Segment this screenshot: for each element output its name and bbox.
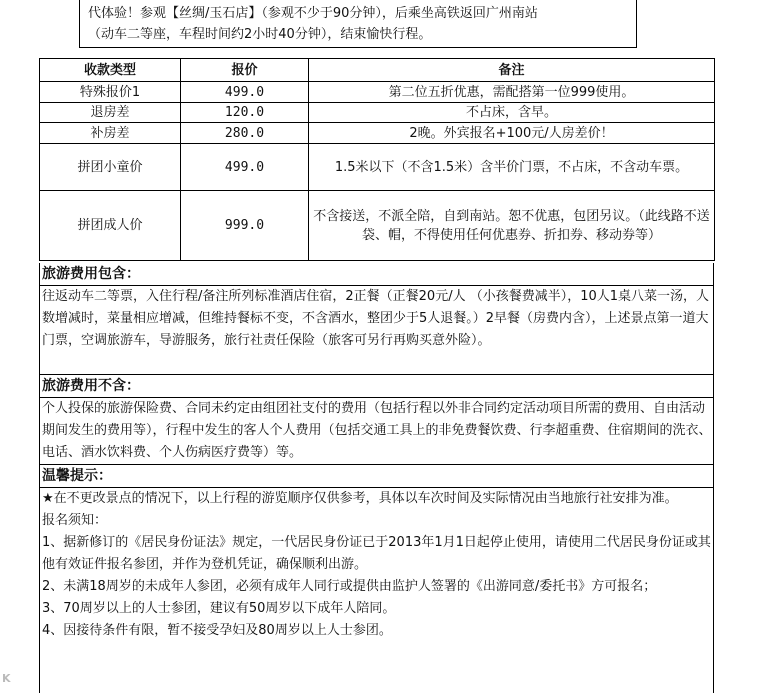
price-table: [39, 58, 715, 261]
intro-line-1: 代体验！参观【丝绸/玉石店】（参观不少于90分钟），后乘坐高铁返回广州南站: [88, 6, 538, 21]
row-note: 2晚。外宾报名+100元/人房差价！: [309, 123, 715, 144]
table-row: [40, 103, 715, 123]
row-price: 499.0: [181, 144, 309, 191]
included-heading: 旅游费用包含：: [40, 263, 713, 286]
watermark-logo: K: [2, 672, 11, 685]
header-price: 报价: [181, 59, 309, 82]
table-row: [40, 191, 715, 261]
itinerary-intro: [79, 0, 637, 48]
row-note: 不占床，含早。: [309, 103, 715, 123]
excluded-heading: 旅游费用不含：: [40, 375, 713, 398]
row-note: 第二位五折优惠，需配搭第一位999使用。: [309, 82, 715, 103]
tips-section: [39, 465, 714, 693]
header-note: 备注: [309, 59, 715, 82]
row-type: 特殊报价1: [40, 82, 181, 103]
included-section: [39, 263, 714, 375]
price-table-header: [40, 59, 715, 82]
row-type: 拼团小童价: [40, 144, 181, 191]
row-type: 退房差: [40, 103, 181, 123]
tips-heading: 温馨提示：: [40, 465, 713, 488]
row-price: 999.0: [181, 191, 309, 261]
table-row: [40, 144, 715, 191]
included-text: 往返动车二等票，入住行程/备注所列标准酒店住宿，2正餐（正餐20元/人 （小孩餐费减半），10人1桌八菜一汤，人数增减时，菜量相应增减，但维持餐标不变，不含酒水，整团少于5人退餐。）2早餐（房费内含），上述景点第一道大门票，空调旅游车，导游服务，旅行社责任保险（旅客可另行再购买意外险）。: [42, 289, 710, 348]
row-price: 120.0: [181, 103, 309, 123]
tips-item: 1、据新修订的《居民身份证法》规定，一代居民身份证已于2013年1月1日起停止使用，请使用二代居民身份证或其他有效证件报名参团，并作为登机凭证，确保顺利出游。: [42, 535, 711, 572]
tips-item: 3、70周岁以上的人士参团，建议有50周岁以下成年人陪同。: [42, 601, 396, 616]
tips-item: 4、因接待条件有限，暂不接受孕妇及80周岁以上人士参团。: [42, 623, 392, 638]
row-type: 补房差: [40, 123, 181, 144]
excluded-text: 个人投保的旅游保险费、合同未约定由组团社支付的费用（包括行程以外非合同约定活动项目所需的费用、自由活动期间发生的费用等），行程中发生的客人个人费用（包括交通工具上的非免费餐饮费、行李超重费、住宿期间的洗衣、电话、酒水饮料费、个人伤病医疗费等）等。: [42, 401, 712, 460]
tips-body: [40, 488, 713, 642]
tips-item: 2、未满18周岁的未成年人参团，必须有成年人同行或提供由监护人签署的《出游同意/委托书》方可报名；: [42, 579, 657, 594]
row-price: 499.0: [181, 82, 309, 103]
tips-notice: ★在不更改景点的情况下，以上行程的游览顺序仅供参考，具体以车次时间及实际情况由当地旅行社安排为准。: [42, 491, 678, 506]
row-note: 1.5米以下（不含1.5米）含半价门票，不占床，不含动车票。: [309, 144, 715, 191]
row-price: 280.0: [181, 123, 309, 144]
table-row: [40, 82, 715, 103]
excluded-section: [39, 375, 714, 465]
row-type: 拼团成人价: [40, 191, 181, 261]
header-type: 收款类型: [40, 59, 181, 82]
table-row: [40, 123, 715, 144]
row-note: 不含接送，不派全陪，自到南站。恕不优惠，包团另议。（此线路不送袋、帽，不得使用任何优惠券、折扣券、移动券等）: [309, 191, 715, 261]
intro-line-2: （动车二等座，车程时间约2小时40分钟），结束愉快行程。: [88, 27, 432, 42]
tips-sub-heading: 报名须知：: [42, 513, 108, 528]
